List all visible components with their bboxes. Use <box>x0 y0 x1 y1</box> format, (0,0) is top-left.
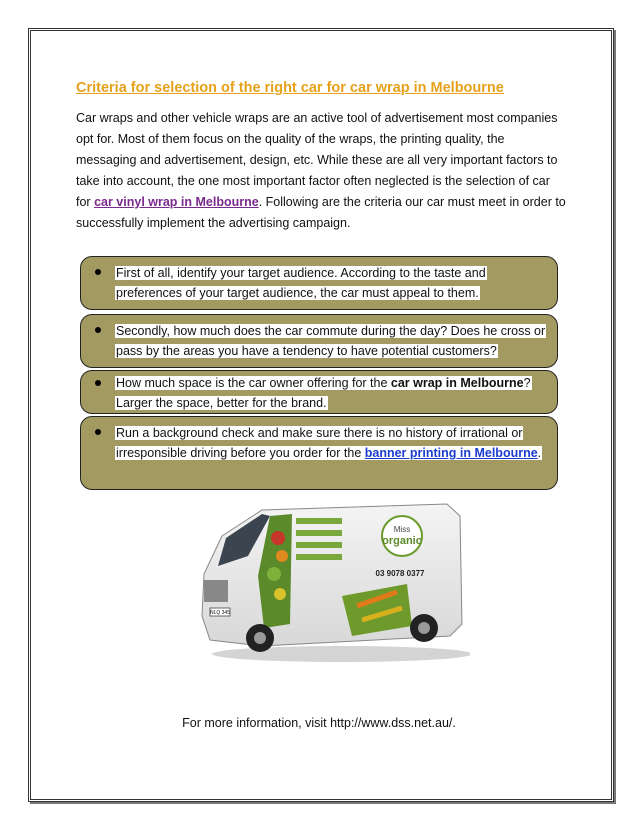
van-plate: NLQ 345 <box>209 610 231 616</box>
bullet-dot <box>95 269 101 275</box>
page-title: Criteria for selection of the right car for car wrap in Melbourne <box>76 80 504 96</box>
van-phone: 03 9078 0377 <box>375 569 425 578</box>
footer-text: For more information, visit http://www.dss.net.au/. <box>182 716 456 730</box>
bullet-box-2 <box>80 314 558 368</box>
intro-text-after: . Following are the criteria our car must meet in order to successfully implement the advertising campaign. <box>76 195 566 230</box>
bullet-box-1 <box>80 256 558 310</box>
bullet-bold: car wrap in Melbourne <box>390 376 524 390</box>
bullet-dot <box>95 380 101 386</box>
car-vinyl-wrap-link[interactable]: car vinyl wrap in Melbourne <box>94 195 259 209</box>
bullet-text-after: . <box>537 446 542 460</box>
bullet-dot <box>95 327 101 333</box>
bullet-text <box>115 426 542 460</box>
van-brand-line1: Miss <box>393 525 411 534</box>
intro-text-before: Car wraps and other vehicle wraps are an active tool of advertisement most companies opt for. Most of them focus on the quality of the wraps, the printing quality, the messaging and advertisement, design, etc. While these are all very important factors to take into account, the one most important factor often neglected is the selection of car for <box>76 111 558 209</box>
bullet-box-3 <box>80 370 558 414</box>
bullet-dot <box>95 429 101 435</box>
intro-paragraph <box>76 108 566 234</box>
bullet-text: First of all, identify your target audience. According to the taste and preferences of your target audience, the car must appeal to them. <box>116 266 486 300</box>
bullet-text-before: How much space is the car owner offering for the <box>116 376 391 390</box>
bullet-text-after: ? Larger the space, better for the brand. <box>116 376 531 410</box>
bullet-text <box>115 376 532 410</box>
van-image <box>192 496 470 666</box>
van-brand-line2: organic <box>382 535 422 547</box>
bullet-text: Secondly, how much does the car commute during the day? Does he cross or pass by the areas you have a tendency to have potential customers? <box>116 324 546 358</box>
bullet-text-before: Run a background check and make sure there is no history of irrational or irresponsible driving before you order for the <box>116 426 523 460</box>
bullet-box-4 <box>80 416 558 490</box>
banner-printing-link[interactable]: banner printing in Melbourne <box>364 446 538 460</box>
van-illustration <box>192 496 470 666</box>
